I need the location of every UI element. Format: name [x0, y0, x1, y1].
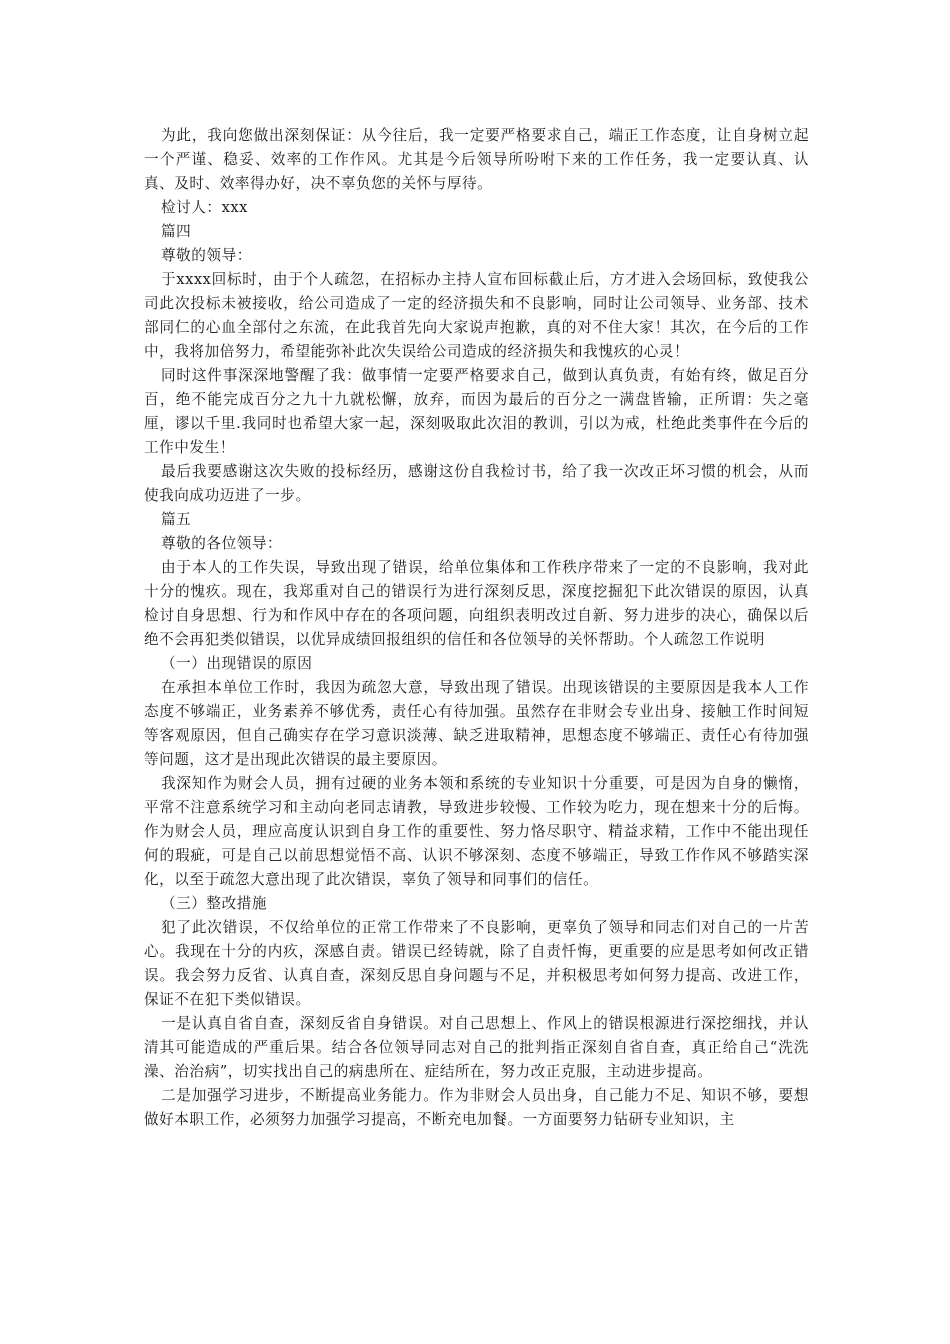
salutation-part-five: 尊敬的各位领导： — [161, 535, 283, 552]
heading-part-four: 篇四 — [161, 223, 192, 240]
section-heading-measures: （三）整改措施 — [161, 895, 268, 912]
section-heading-causes: （一）出现错误的原因 — [161, 655, 313, 672]
heading-part-five: 篇五 — [161, 511, 192, 528]
paragraph-measure-one: 一是认真自省自查，深刻反省自身错误。对自己思想上、作风上的错误根源进行深挖细找，并认清其可能造成的严重后果。结合各位领导同志对自己的批判指正深刻自省自查，真正给自己“洗洗澡、治治病”，切实找出自己的病患所在、症结所在，努力改正克服，主动进步提高。 — [144, 1015, 809, 1080]
paragraph-bid-apology: 于xxxx回标时，由于个人疏忽，在招标办主持人宣布回标截止后，方才进入会场回标，致使我公司此次投标未被接收，给公司造成了一定的经济损失和不良影响，同时让公司领导、业务部、技术部同仁的心血全部付之东流，在此我首先向大家说声抱歉，真的对不住大家！其次，在今后的工作中，我将加倍努力，希望能弥补此次失误给公司造成的经济损失和我愧疚的心灵！ — [144, 271, 809, 360]
paragraph-measures-intro: 犯了此次错误，不仅给单位的正常工作带来了不良影响，更辜负了领导和同志们对自己的一片苦心。我现在十分的内疚，深感自责。错误已经铸就，除了自责忏悔，更重要的应是思考如何改正错误。我会努力反省、认真自查，深刻反思自身问题与不足，并积极思考如何努力提高、改进工作，保证不在犯下类似错误。 — [144, 919, 809, 1008]
paragraph-causes: 在承担本单位工作时，我因为疏忽大意，导致出现了错误。出现该错误的主要原因是我本人工作态度不够端正，业务素养不够优秀，责任心有待加强。虽然存在非财会专业出身、接触工作时间短等客观原因，但自己确实存在学习意识淡薄、缺乏进取精神，思想态度不够端正、责任心有待加强等问题，这才是出现此次错误的最主要原因。 — [144, 679, 809, 768]
paragraph-reflection: 我深知作为财会人员，拥有过硬的业务本领和系统的专业知识十分重要，可是因为自身的懒惰，平常不注意系统学习和主动向老同志请教，导致进步较慢、工作较为吃力，现在想来十分的后悔。作为财会人员，理应高度认识到自身工作的重要性、努力恪尽职守、精益求精，工作中不能出现任何的瑕疵，可是自己以前思想觉悟不高、认识不够深刻、态度不够端正，导致工作作风不够踏实深化，以至于疏忽大意出现了此次错误，辜负了领导和同事们的信任。 — [144, 775, 809, 888]
paragraph-introduction: 由于本人的工作失误，导致出现了错误，给单位集体和工作秩序带来了一定的不良影响，我对此十分的愧疚。现在，我郑重对自己的错误行为进行深刻反思，深度挖掘犯下此次错误的原因，认真检讨自身思想、行为和作风中存在的各项问题，向组织表明改过自新、努力进步的决心，确保以后绝不会再犯类似错误，以优异成绩回报组织的信任和各位领导的关怀帮助。个人疏忽工作说明 — [144, 559, 809, 648]
paragraph-lesson: 同时这件事深深地警醒了我：做事情一定要严格要求自己，做到认真负责，有始有终，做足百分百，绝不能完成百分之九十九就松懈，放弃，而因为最后的百分之一满盘皆输，正所谓：失之毫厘，谬以千里.我同时也希望大家一起，深刻吸取此次泪的教训，引以为戒，杜绝此类事件在今后的工作中发生！ — [144, 367, 809, 456]
paragraph-measure-two: 二是加强学习进步，不断提高业务能力。作为非财会人员出身，自己能力不足、知识不够，要想做好本职工作，必须努力加强学习提高，不断充电加餐。一方面要努力钻研专业知识，主 — [144, 1087, 809, 1128]
signature-line: 检讨人：xxx — [161, 199, 248, 216]
paragraph-thanks: 最后我要感谢这次失败的投标经历，感谢这份自我检讨书，给了我一次改正坏习惯的机会，从而使我向成功迈进了一步。 — [144, 463, 809, 504]
salutation-part-four: 尊敬的领导： — [161, 247, 252, 264]
paragraph-guarantee: 为此，我向您做出深刻保证：从今往后，我一定要严格要求自己，端正工作态度，让自身树立起一个严谨、稳妥、效率的工作作风。尤其是今后领导所吩咐下来的工作任务，我一定要认真、认真、及时、效率得办好，决不辜负您的关怀与厚待。 — [144, 127, 809, 192]
document-page — [144, 124, 809, 1132]
